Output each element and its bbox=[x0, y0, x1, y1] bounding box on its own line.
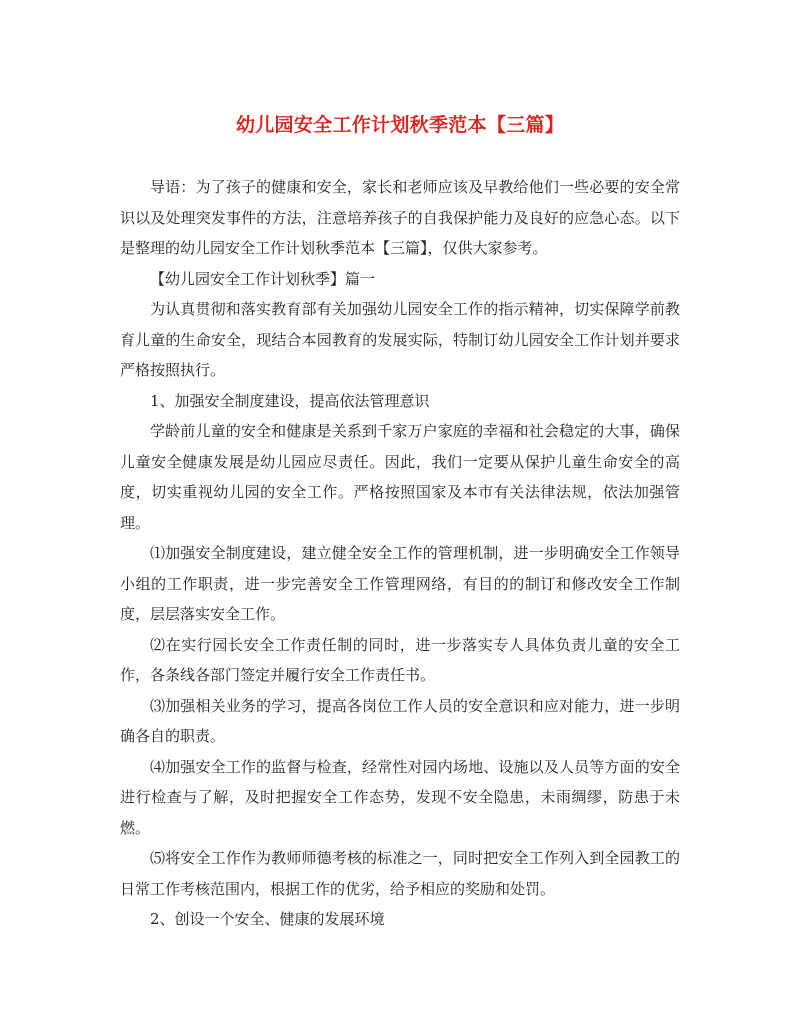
document-title: 幼儿园安全工作计划秋季范本【三篇】 bbox=[235, 114, 565, 136]
body-paragraph: 学龄前儿童的安全和健康是关系到千家万户家庭的幸福和社会稳定的大事，确保儿童安全健康发展是幼儿园应尽责任。因此，我们一定要从保护儿童生命安全的高度，切实重视幼儿园的安全工作。严格按照国家及本市有关法律法规，依法加强管理。 bbox=[120, 422, 680, 532]
intro-paragraph: 导语：为了孩子的健康和安全，家长和老师应该及早教给他们一些必要的安全常识以及处理突发事件的方法，注意培养孩子的自我保护能力及良好的应急心态。以下是整理的幼儿园安全工作计划秋季范本【三篇】，仅供大家参考。 bbox=[120, 178, 680, 257]
sub-item-4: ⑷加强安全工作的监督与检查，经常性对园内场地、设施以及人员等方面的安全进行检查与了解，及时把握安全工作态势，发现不安全隐患，未雨绸缪，防患于未燃。 bbox=[120, 757, 680, 837]
sub-item-5: ⑸将安全工作作为教师师德考核的标准之一，同时把安全工作列入到全园教工的日常工作考核范围内，根据工作的优劣，给予相应的奖励和处罚。 bbox=[120, 849, 680, 898]
sub-item-3: ⑶加强相关业务的学习，提高各岗位工作人员的安全意识和应对能力，进一步明确各自的职责。 bbox=[120, 696, 680, 745]
heading-item-2: 2、创设一个安全、健康的发展环境 bbox=[150, 910, 385, 928]
sub-item-1: ⑴加强安全制度建设，建立健全安全工作的管理机制，进一步明确安全工作领导小组的工作职责，进一步完善安全工作管理网络，有目的的制订和修改安全工作制度，层层落实安全工作。 bbox=[120, 544, 680, 623]
document-body bbox=[120, 172, 680, 935]
section-heading-part-one: 【幼儿园安全工作计划秋季】篇一 bbox=[150, 269, 376, 288]
opening-paragraph: 为认真贯彻和落实教育部有关加强幼儿园安全工作的指示精神，切实保障学前教育儿童的生命安全，现结合本园教育的发展实际，特制订幼儿园安全工作计划并要求严格按照执行。 bbox=[120, 300, 680, 379]
heading-item-1: 1、加强安全制度建设，提高依法管理意识 bbox=[150, 391, 430, 410]
sub-item-2: ⑵在实行园长安全工作责任制的同时，进一步落实专人具体负责儿童的安全工作，各条线各部门签定并履行安全工作责任书。 bbox=[120, 635, 680, 684]
